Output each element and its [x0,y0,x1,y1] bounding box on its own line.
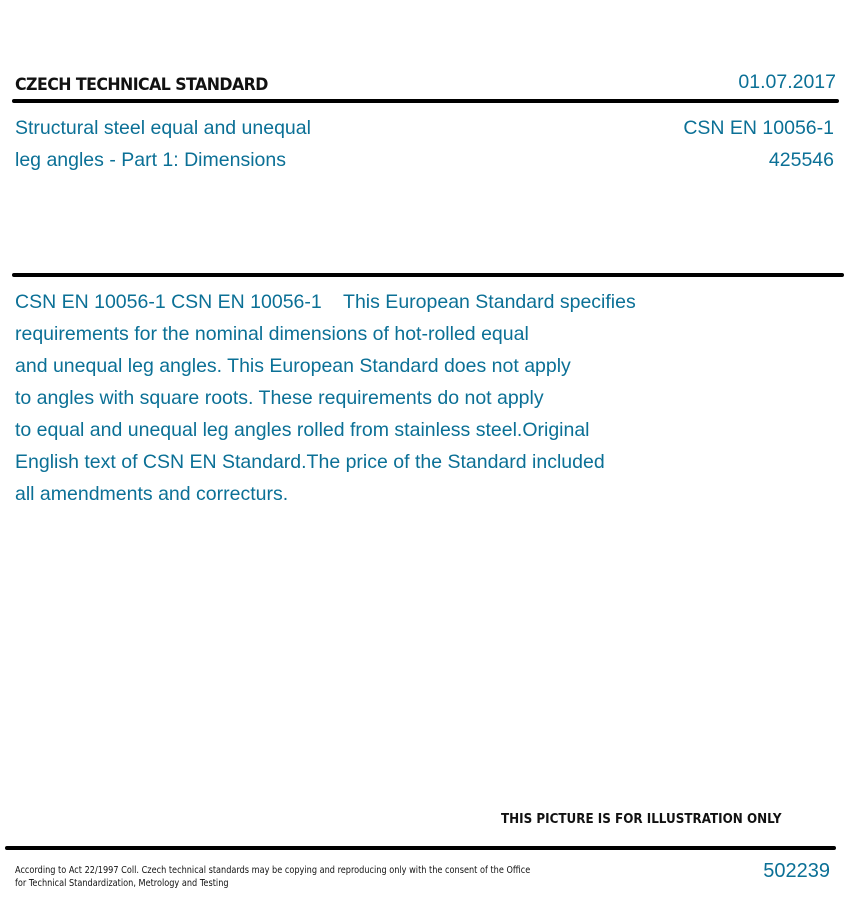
description-line: to angles with square roots. These requirements do not apply [15,387,544,409]
description-line: English text of CSN EN Standard.The price of the Standard included [15,451,605,473]
title-line: leg angles - Part 1: Dimensions [15,149,286,171]
document-type-label: CZECH TECHNICAL STANDARD [15,75,268,95]
standard-title [15,112,311,176]
legal-line: According to Act 22/1997 Coll. Czech technical standards may be copying and reproducing only with the consent of the Office [15,865,531,876]
title-line: Structural steel equal and unequal [15,117,311,139]
footer-code: 502239 [763,860,830,882]
description-line: and unequal leg angles. This European Standard does not apply [15,355,571,377]
publication-date: 01.07.2017 [738,71,836,93]
standard-code: CSN EN 10056-1 [683,117,834,139]
description-line: to equal and unequal leg angles rolled from stainless steel.Original [15,419,590,441]
description-line: all amendments and correcturs. [15,483,289,505]
section-divider [12,273,844,277]
legal-line: for Technical Standardization, Metrology and Testing [15,878,229,889]
standard-identifiers [683,112,834,176]
catalog-number: 425546 [768,149,834,171]
footer-divider [5,846,836,850]
legal-notice [15,864,530,890]
description-line: requirements for the nominal dimensions of hot-rolled equal [15,323,529,345]
description [15,286,775,510]
illustration-note: THIS PICTURE IS FOR ILLUSTRATION ONLY [501,812,782,827]
description-line: CSN EN 10056-1 CSN EN 10056-1 This European Standard specifies [15,291,636,313]
header-divider [12,99,839,103]
